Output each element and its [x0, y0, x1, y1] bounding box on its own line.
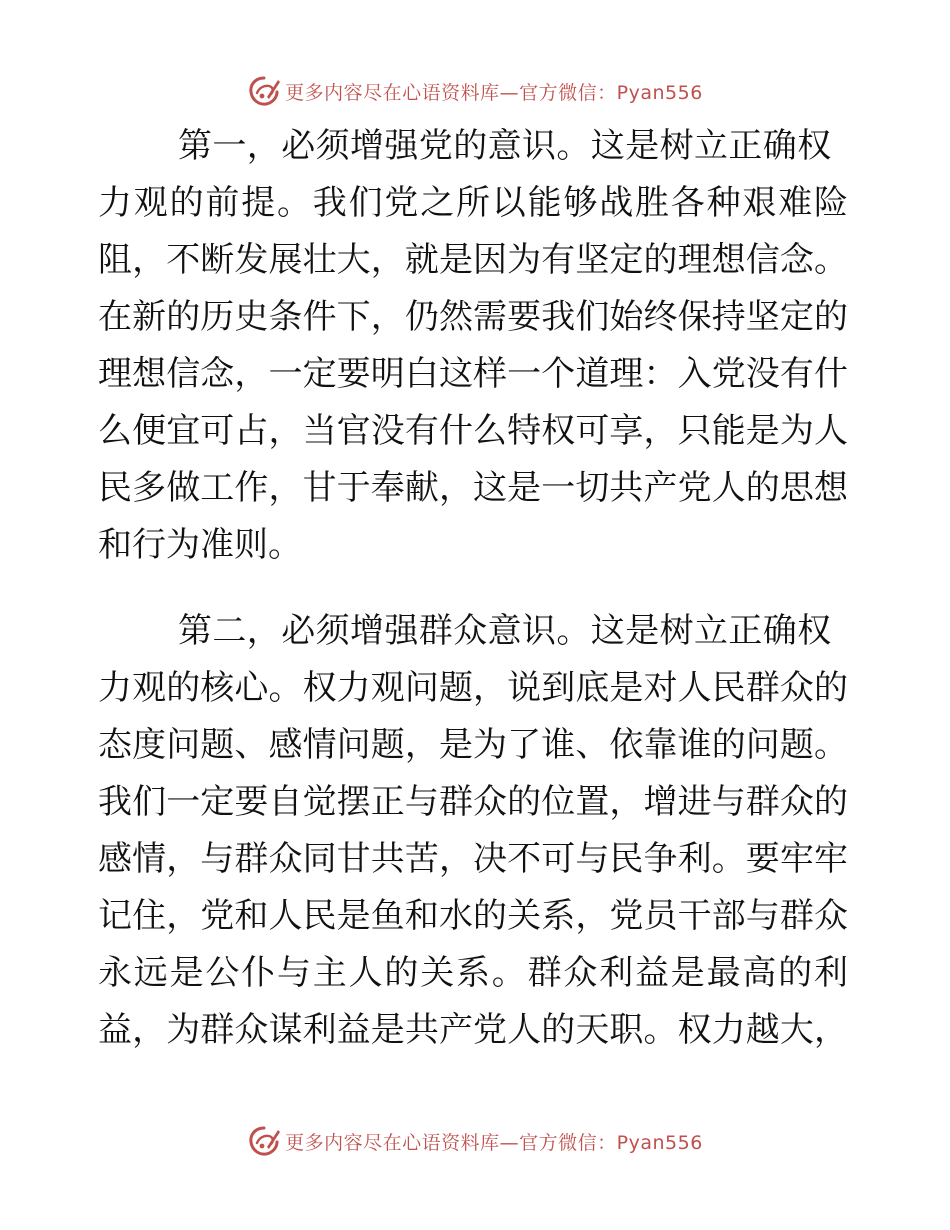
text-line: 么便宜可占，当官没有什么特权可享，只能是为人	[98, 411, 848, 451]
pen-swirl-logo-icon	[247, 1124, 281, 1158]
text-line: 在新的历史条件下，仍然需要我们始终保持坚定的	[98, 297, 848, 337]
text-line: 益，为群众谋利益是共产党人的天职。权力越大，	[98, 1010, 848, 1050]
watermark-text: 更多内容尽在心语资料库—官方微信：Pyan556	[285, 1131, 703, 1154]
text-line: 第一，必须增强党的意识。这是树立正确权	[178, 126, 832, 166]
text-line: 第二，必须增强群众意识。这是树立正确权	[178, 611, 832, 651]
text-line: 感情，与群众同甘共苦，决不可与民争利。要牢牢	[98, 839, 848, 879]
watermark-text: 更多内容尽在心语资料库—官方微信：Pyan556	[285, 81, 703, 104]
paragraph-1	[98, 118, 848, 574]
paragraph-2	[98, 603, 848, 1059]
text-line: 态度问题、感情问题，是为了谁、依靠谁的问题。	[98, 725, 848, 765]
text-line: 民多做工作，甘于奉献，这是一切共产党人的思想	[98, 468, 848, 508]
document-body	[98, 118, 848, 1059]
text-line: 我们一定要自觉摆正与群众的位置，增进与群众的	[98, 782, 848, 822]
text-line: 和行为准则。	[98, 525, 302, 565]
text-line: 阻，不断发展壮大，就是因为有坚定的理想信念。	[98, 240, 848, 280]
text-line: 力观的前提。我们党之所以能够战胜各种艰难险	[98, 183, 848, 223]
text-line: 永远是公仆与主人的关系。群众利益是最高的利	[98, 953, 848, 993]
header-watermark	[0, 71, 950, 111]
pen-swirl-logo-icon	[247, 74, 281, 108]
text-line: 记住，党和人民是鱼和水的关系，党员干部与群众	[98, 896, 848, 936]
text-line: 理想信念，一定要明白这样一个道理：入党没有什	[98, 354, 848, 394]
footer-watermark	[0, 1121, 950, 1161]
text-line: 力观的核心。权力观问题，说到底是对人民群众的	[98, 668, 848, 708]
